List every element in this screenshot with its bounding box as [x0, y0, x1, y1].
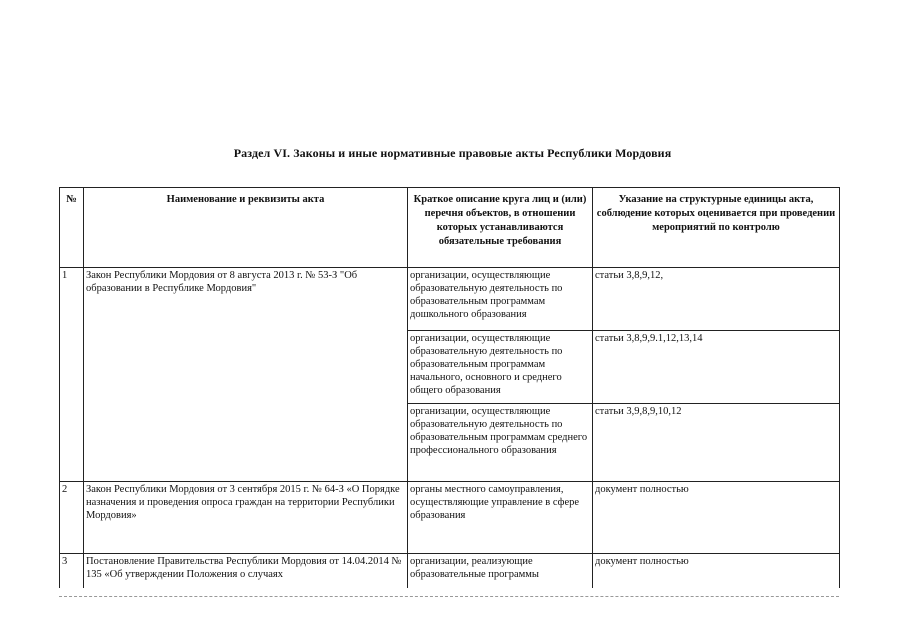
header-description: Краткое описание круга лиц и (или) перечня объектов, в отношении которых устанавливаются обязательные требования [408, 188, 593, 268]
act-name: Закон Республики Мордовия от 8 августа 2013 г. № 53-З "Об образовании в Республике Мордовия" [84, 268, 408, 482]
scope-description: организации, осуществляющие образовательную деятельность по образовательным программам среднего профессионального образования [408, 404, 593, 482]
page-cut-line [59, 596, 839, 597]
structural-units: статьи 3,9,8,9,10,12 [593, 404, 840, 482]
structural-units: документ полностью [593, 482, 840, 554]
scope-description: органы местного самоуправления, осуществляющие управление в сфере образования [408, 482, 593, 554]
row-num: 2 [60, 482, 84, 554]
table-header-row [60, 188, 840, 268]
header-units: Указание на структурные единицы акта, соблюдение которых оценивается при проведении мероприятий по контролю [593, 188, 840, 268]
table-row [60, 268, 840, 331]
header-name: Наименование и реквизиты акта [84, 188, 408, 268]
requirements-table [59, 187, 840, 588]
scope-description: организации, осуществляющие образовательную деятельность по образовательным программам начального, основного и среднего общего образования [408, 331, 593, 404]
row-num: 3 [60, 554, 84, 588]
header-num: № [60, 188, 84, 268]
scope-description: организации, осуществляющие образовательную деятельность по образовательным программам дошкольного образования [408, 268, 593, 331]
table-row [60, 482, 840, 554]
structural-units: статьи 3,8,9,12, [593, 268, 840, 331]
section-title: Раздел VI. Законы и иные нормативные правовые акты Республики Мордовия [233, 146, 672, 160]
structural-units: статьи 3,8,9,9.1,12,13,14 [593, 331, 840, 404]
scope-description: организации, реализующие образовательные программы [408, 554, 593, 588]
act-name: Постановление Правительства Республики Мордовия от 14.04.2014 № 135 «Об утверждении Положения о случаях [84, 554, 408, 588]
table-row [60, 554, 840, 588]
row-num: 1 [60, 268, 84, 482]
structural-units: документ полностью [593, 554, 840, 588]
act-name: Закон Республики Мордовия от 3 сентября 2015 г. № 64-З «О Порядке назначения и проведения опроса граждан на территории Республики Мордовия» [84, 482, 408, 554]
